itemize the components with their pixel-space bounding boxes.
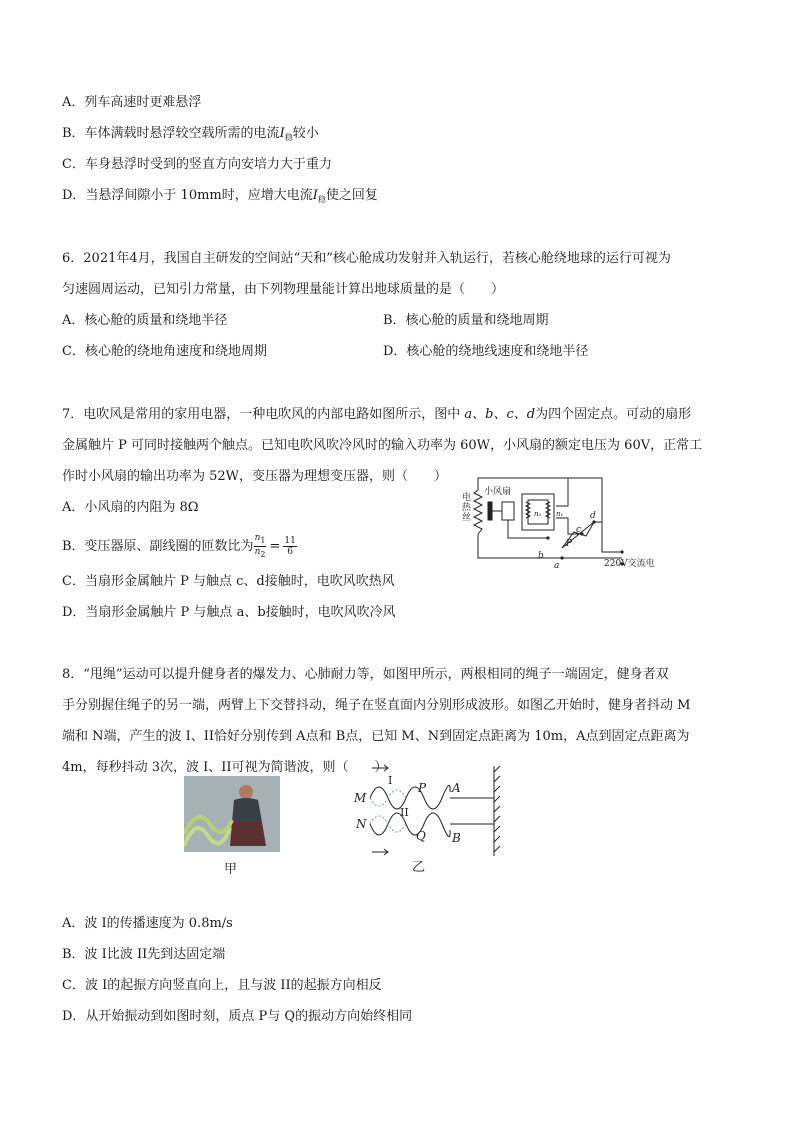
- q8-option-a: A．波 I的传播速度为 0.8m/s: [62, 916, 233, 931]
- q7-stem-vars: a、b、c、d: [464, 407, 536, 422]
- q6-stem-line1: 6．2021年4月，我国自主研发的空间站“天和”核心舱成功发射并入轨运行，若核心舱绕地球的运行可视为: [62, 251, 671, 266]
- q7-heater-label-1: 电: [462, 493, 472, 503]
- q7-option-a: A．小风扇的内阻为 8Ω: [62, 500, 199, 515]
- q8-stem-line4: 4m，每秒抖动 3次，波 I、II可视为简谐波，则（ ）: [62, 760, 388, 775]
- q8-label-b: B: [452, 831, 461, 845]
- q8-stem-line3: 端和 N端，产生的波 I、II恰好分别传到 A点和 B点，已知 M、N到固定点距离为 10m，A点到固定点距离为: [62, 729, 690, 744]
- q7-point-b: b: [538, 551, 544, 561]
- q7-ratio-denominator: 6: [287, 547, 293, 557]
- q6-option-d: D．核心舱的绕地线速度和绕地半径: [383, 344, 589, 359]
- q7-stem-line1: [62, 405, 691, 425]
- q7-n1-var: n: [254, 533, 261, 543]
- q7-stem-line1-post: 为四个固定点。可动的扇形: [535, 407, 692, 422]
- q5-option-d-sub: 稳: [317, 195, 326, 204]
- q7-point-p: P: [566, 539, 573, 549]
- q8-option-c: C．波 I的起振方向竖直向上，且与波 II的起振方向相反: [62, 978, 382, 993]
- q7-equals-sign: =: [269, 539, 281, 554]
- q5-option-d: [62, 186, 378, 210]
- q5-option-b-sub: 稳: [284, 133, 293, 142]
- q8-label-n: N: [356, 817, 367, 831]
- q7-stem-line2: 金属触片 P 可同时接触两个触点。已知电吹风吹冷风时的输入功率为 60W，小风扇的额定电压为 60V，正常工: [62, 438, 703, 453]
- q7-option-b: [62, 533, 297, 560]
- q7-stem-line1-text: 7．电吹风是常用的家用电器，一种电吹风的内部电路如图所示，图中: [62, 407, 465, 422]
- q7-fan-label: 小风扇: [484, 487, 512, 497]
- q7-option-b-text: B．变压器原、副线圈的匝数比为: [62, 539, 254, 554]
- q7-n1-label: n₁: [556, 510, 564, 518]
- q8-caption-jia: 甲: [224, 862, 238, 877]
- q5-option-c: C．车身悬浮时受到的竖直方向安培力大于重力: [62, 157, 332, 172]
- q8-wave-diagram: [346, 762, 506, 858]
- q6-stem-line2: 匀速圆周运动，已知引力常量，由下列物理量能计算出地球质量的是（ ）: [62, 282, 505, 297]
- q7-n2-sub: 2: [260, 550, 266, 559]
- q6-option-b: B．核心舱的质量和绕地周期: [383, 313, 549, 328]
- q7-n2-label: n₂: [534, 510, 542, 518]
- q5-option-a: A．列车高速时更难悬浮: [62, 95, 202, 110]
- q7-heater-label-2: 热: [462, 503, 472, 513]
- q7-option-d: D．当扇形金属触片 P 与触点 a、b接触时，电吹风吹冷风: [62, 605, 396, 620]
- q5-option-d-text: D．当悬浮间隙小于 10mm时，应增大电流: [62, 188, 313, 203]
- q7-option-b-fraction-value: [283, 536, 296, 557]
- q8-option-b: B．波 I比波 II先到达固定端: [62, 947, 226, 962]
- q8-label-a: A: [452, 781, 461, 795]
- q8-stem-line2: 手分别握住绳子的另一端，两臂上下交替抖动，绳子在竖直面内分别形成波形。如图乙开始时，健身者抖动 M: [62, 698, 691, 713]
- q7-circuit-diagram: [452, 472, 674, 576]
- q8-photo-battle-ropes: [184, 776, 280, 852]
- q7-n2-var: n: [254, 547, 261, 557]
- q7-point-a: a: [554, 561, 560, 571]
- q7-n1-sub: 1: [260, 536, 266, 545]
- q8-label-p: P: [418, 781, 427, 795]
- q5-option-d-var: I: [312, 188, 318, 203]
- q8-stem-line1: 8．“甩绳”运动可以提升健身者的爆发力、心肺耐力等，如图甲所示，两根相同的绳子一端固定，健身者双: [62, 667, 669, 682]
- q7-point-d: d: [590, 511, 596, 521]
- q8-caption-yi: 乙: [412, 860, 426, 875]
- q8-option-d: D．从开始振动到如图时刻，质点 P与 Q的振动方向始终相同: [62, 1009, 413, 1024]
- q7-point-c: c: [576, 525, 582, 535]
- q5-option-b-var: I: [279, 126, 285, 141]
- q7-ratio-numerator: 11: [284, 536, 296, 546]
- q5-option-b-post: 较小: [292, 126, 319, 141]
- q8-label-q: Q: [416, 829, 426, 843]
- q5-option-b: [62, 124, 319, 148]
- q7-heater-label-3: 丝: [462, 513, 472, 523]
- q8-label-wave-ii: II: [400, 806, 409, 819]
- q6-option-c: C．核心舱的绕地角速度和绕地周期: [62, 344, 267, 359]
- q5-option-d-post: 使之回复: [325, 188, 378, 203]
- q7-stem-line3: 作时小风扇的输出功率为 52W，变压器为理想变压器，则（ ）: [62, 469, 448, 484]
- q7-option-b-fraction-n: [254, 533, 267, 560]
- q8-label-wave-i: I: [388, 774, 393, 787]
- q7-supply-label: 220V交流电: [604, 559, 655, 569]
- q6-option-a: A．核心舱的质量和绕地半径: [62, 313, 228, 328]
- q5-option-b-text: B．车体满载时悬浮较空载所需的电流: [62, 126, 280, 141]
- q8-label-m: M: [354, 791, 367, 805]
- q7-option-c: C．当扇形金属触片 P 与触点 c、d接触时，电吹风吹热风: [62, 574, 395, 589]
